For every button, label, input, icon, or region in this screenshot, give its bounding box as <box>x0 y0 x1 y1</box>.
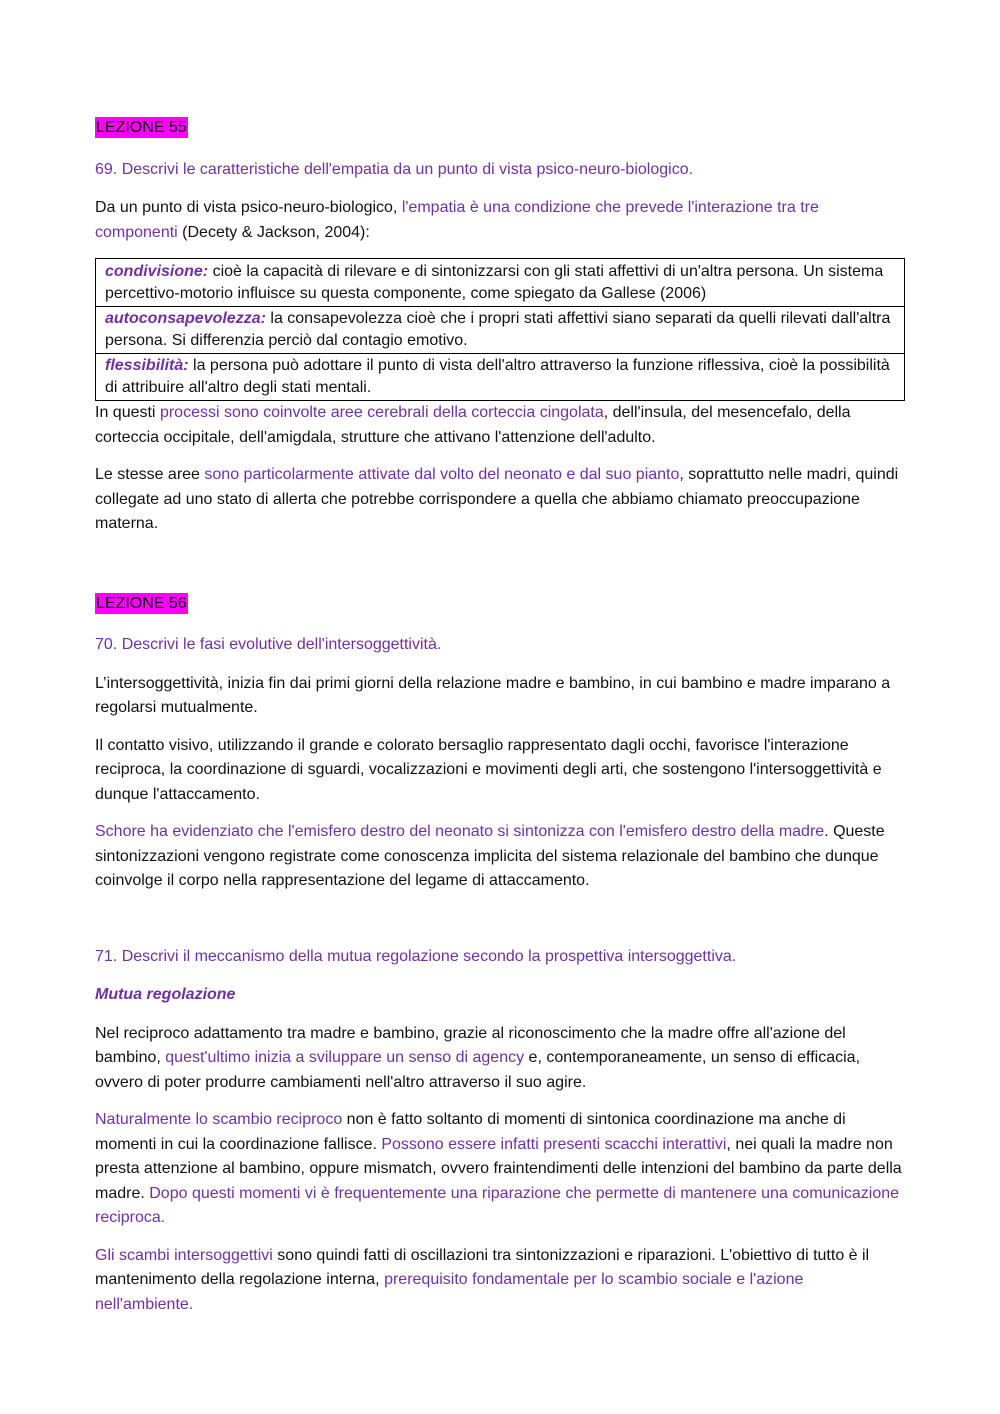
intro-text-a: Da un punto di vista psico-neuro-biologico, <box>95 199 402 216</box>
table-row <box>96 307 905 354</box>
text-span: , nei quali la madre non presta attenzione al bambino, oppure mismatch, ovvero fraintendimenti delle intenzioni del bambino da parte della madre. <box>95 1135 902 1202</box>
term-condivisione: condivisione: <box>105 263 209 280</box>
intersubjective-exchanges-paragraph <box>95 1244 905 1318</box>
definition-condivisione: cioè la capacità di rilevare e di sintonizzarsi con gli stati affettivi di un'altra persona. Un sistema percettivo-motorio influisce su questa componente, come spiegato da Gallese (2006) <box>105 263 884 302</box>
reciprocal-exchange-paragraph <box>95 1108 905 1231</box>
highlight-span: Gli scambi intersoggettivi <box>95 1246 273 1264</box>
table-cell <box>96 259 905 307</box>
text-span: In questi <box>95 404 160 421</box>
question-69: 69. Descrivi le caratteristiche dell'empatia da un punto di vista psico-neuro-biologico. <box>95 160 694 178</box>
lesson-56-label-wrap <box>95 592 905 617</box>
text-span: sono quindi fatti di oscillazioni tra sintonizzazioni e riparazioni. L'obiettivo di tutto è il mantenimento della regolazione interna, <box>95 1246 870 1288</box>
text-span: non è fatto soltanto di momenti di sintonica coordinazione ma anche di momenti in cui la coordinazione fallisce. <box>95 1111 846 1153</box>
text-span: Nel reciproco adattamento tra madre e bambino, grazie al riconoscimento che la madre offre all'azione del bambino, <box>95 1024 846 1066</box>
section-heading-mutua-regolazione: Mutua regolazione <box>95 986 236 1003</box>
text-span: e, contemporaneamente, un senso di efficacia, ovvero di poter produrre cambiamenti nell'altro attraverso il suo agire. <box>95 1049 861 1091</box>
intersubjectivity-paragraph: L’intersoggettività, inizia fin dai primi giorni della relazione madre e bambino, in cui bambino e madre imparano a regolarsi mutualmente. <box>95 674 891 716</box>
empathy-components-table <box>95 258 905 401</box>
table-cell <box>96 307 905 354</box>
question-70: 70. Descrivi le fasi evolutive dell'intersoggettività. <box>95 636 442 653</box>
lesson-56-tag: LEZIONE 56 <box>96 594 187 612</box>
table-row <box>96 259 905 307</box>
highlight-span: sono particolarmente attivate dal volto del neonato e dal suo pianto <box>204 466 680 483</box>
schore-paragraph <box>95 820 905 894</box>
mutual-adaptation-paragraph <box>95 1022 905 1096</box>
term-autoconsapevolezza: autoconsapevolezza: <box>105 310 266 327</box>
intro-text-c: (Decety & Jackson, 2004): <box>177 223 370 241</box>
eye-contact-paragraph: Il contatto visivo, utilizzando il grande e colorato bersaglio rappresentato dagli occhi, favorisce l'interazione reciproca, la coordinazione di sguardi, vocalizzazioni e movimenti degli arti, che sostengono l'intersoggettività e dunque l'attaccamento. <box>95 736 882 803</box>
term-flessibilita: flessibilità: <box>105 357 189 374</box>
highlight-span: Naturalmente lo scambio reciproco <box>95 1111 343 1128</box>
highlight-span: processi sono coinvolte aree cerebrali della corteccia cingolata <box>159 404 604 421</box>
lesson-55-label-wrap <box>95 116 905 141</box>
highlight-span: Schore ha evidenziato che l'emisfero destro del neonato si sintonizza con l'emisfero destro della madre <box>95 823 825 840</box>
lesson-55-tag: LEZIONE 55 <box>96 119 187 136</box>
brain-areas-paragraph <box>95 401 905 450</box>
text-span: , soprattutto nelle madri, quindi collegate ad uno stato di allerta che potrebbe corrispondere a quella che abbiamo chiamato preoccupazione materna. <box>95 466 899 532</box>
highlight-span: Possono essere infatti presenti scacchi interattivi <box>381 1135 727 1153</box>
question-71: 71. Descrivi il meccanismo della mutua regolazione secondo la prospettiva intersoggettiva. <box>95 947 737 965</box>
definition-flessibilita: la persona può adottare il punto di vista dell'altro attraverso la funzione riflessiva, cioè la possibilità di attribuire all'altro degli stati mentali. <box>105 357 890 396</box>
highlight-span: Dopo questi momenti vi è frequentemente una riparazione che permette di mantenere una comunicazione reciproca. <box>95 1184 900 1226</box>
definition-autoconsapevolezza: la consapevolezza cioè che i propri stati affettivi siano separati da quelli rilevati dall'altra persona. Si differenzia perciò dal contagio emotivo. <box>105 310 891 349</box>
highlight-span: prerequisito fondamentale per lo scambio sociale e l'azione nell'ambiente. <box>95 1271 804 1313</box>
same-areas-paragraph <box>95 463 905 537</box>
text-span: Le stesse aree <box>95 466 205 483</box>
document-page <box>95 116 905 1317</box>
table-cell <box>96 354 905 401</box>
text-span: . Queste sintonizzazioni vengono registrate come conoscenza implicita del sistema relazionale del bambino che dunque coinvolge il corpo nella rappresentazione del legame di attaccamento. <box>95 823 885 889</box>
intro-text-highlight: l'empatia è una condizione che prevede l'interazione tra tre componenti <box>95 199 819 241</box>
empathy-intro-paragraph <box>95 196 905 245</box>
text-span: , dell'insula, del mesencefalo, della corteccia occipitale, dell'amigdala, strutture che attivano l'attenzione dell'adulto. <box>95 404 851 446</box>
table-row <box>96 354 905 401</box>
highlight-span: quest'ultimo inizia a sviluppare un senso di agency <box>165 1049 525 1066</box>
